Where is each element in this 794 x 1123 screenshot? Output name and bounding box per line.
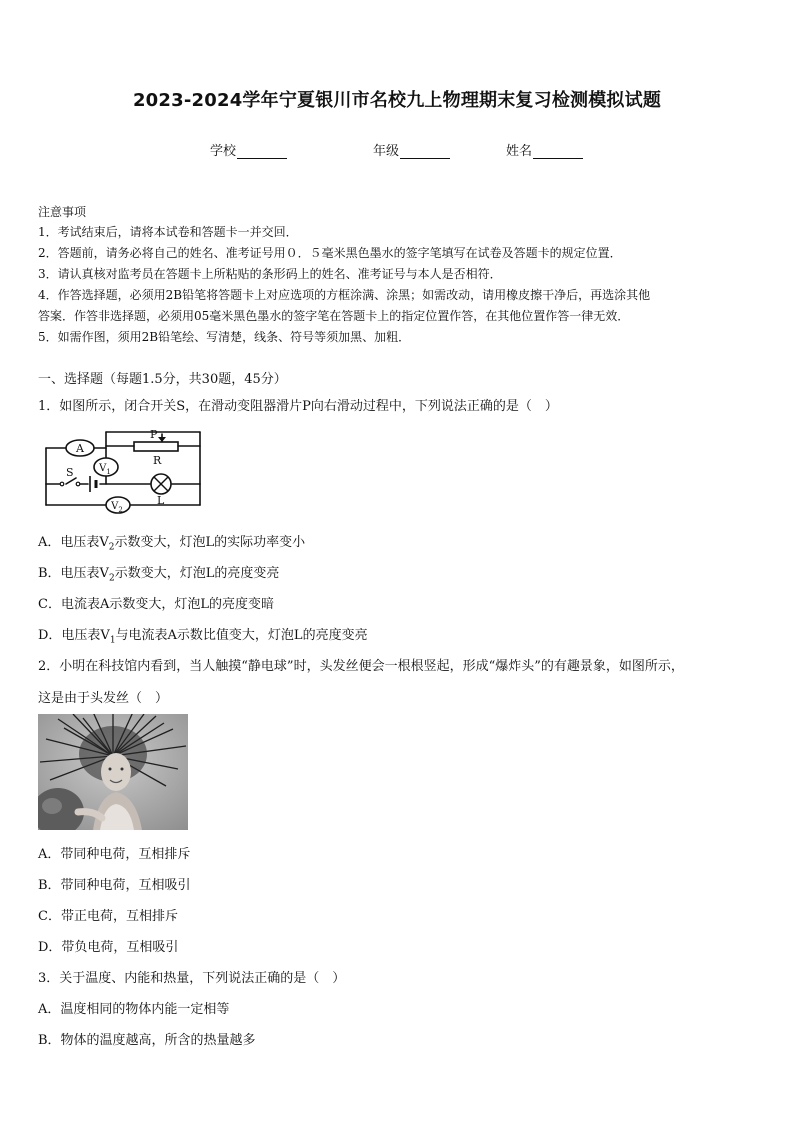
notice-heading: 注意事项	[38, 205, 87, 219]
name-field	[506, 140, 583, 159]
notice-item: 1．考试结束后，请将本试卷和答题卡一并交回．	[38, 225, 298, 239]
grade-field	[373, 140, 450, 159]
ammeter-label: A	[76, 442, 84, 455]
notice-item: 4．作答选择题，必须用2B铅笔将答题卡上对应选项的方框涂满、涂黑；如需改动，请用橡皮擦干净后，再选涂其他	[38, 288, 651, 302]
q1-option-b: B．电压表$V_2$示数变大，灯泡L的亮度变亮	[38, 566, 280, 584]
grade-blank	[400, 146, 450, 159]
q2-stem-line2: 这是由于头发丝（ ）	[38, 691, 169, 706]
school-blank	[237, 146, 287, 159]
q1-option-a: A．电压表$V_2$示数变大，灯泡L的实际功率变小	[38, 535, 306, 553]
notice-item: 2．答题前，请务必将自己的姓名、准考证号用０．５毫米黑色墨水的签字笔填写在试卷及答题卡的规定位置．	[38, 246, 622, 260]
voltmeter-v2-label: $V_2$	[111, 501, 123, 514]
page-title: 2023-2024学年宁夏银川市名校九上物理期末复习检测模拟试题	[132, 90, 662, 111]
voltmeter-v1-label: $V_1$	[99, 463, 111, 476]
resistor-label: R	[153, 454, 162, 467]
q3-stem: 3．关于温度、内能和热量，下列说法正确的是（ ）	[38, 971, 346, 986]
school-label: 学校	[210, 144, 237, 159]
q1-option-d: D．电压表$V_1$与电流表A示数比值变大，灯泡L的亮度变亮	[38, 628, 368, 646]
lamp-label: L	[157, 494, 165, 507]
q2-option-b: B．带同种电荷，互相吸引	[38, 878, 191, 893]
name-blank	[533, 146, 583, 159]
switch-label: S	[66, 466, 74, 479]
static-electricity-photo	[38, 714, 188, 830]
notice-item: 5．如需作图，须用2B铅笔绘、写清楚，线条、符号等须加黑、加粗．	[38, 330, 411, 344]
q3-option-a: A．温度相同的物体内能一定相等	[38, 1002, 230, 1017]
q2-stem-line1: 2．小明在科技馆内看到，当人触摸“静电球”时，头发丝便会一根根竖起，形成“爆炸头”的有趣景象，如图所示，	[38, 659, 684, 674]
grade-label: 年级	[373, 144, 400, 159]
section-heading: 一、选择题（每题1.5分，共30题，45分）	[38, 372, 287, 387]
notice-item: 答案．作答非选择题，必须用05毫米黑色墨水的签字笔在答题卡上的指定位置作答，在其他位置作答一律无效．	[38, 309, 630, 323]
q3-option-b: B．物体的温度越高，所含的热量越多	[38, 1033, 256, 1048]
q2-option-c: C．带正电荷，互相排斥	[38, 909, 178, 924]
slider-label: P	[150, 428, 158, 441]
school-field	[210, 140, 287, 159]
q1-stem: 1．如图所示，闭合开关S，在滑动变阻器滑片P向右滑动过程中，下列说法正确的是（ ）	[38, 399, 558, 414]
q1-option-c: C．电流表A示数变大，灯泡L的亮度变暗	[38, 597, 274, 612]
q2-option-d: D．带负电荷，互相吸引	[38, 940, 179, 955]
q2-option-a: A．带同种电荷，互相排斥	[38, 847, 191, 862]
name-label: 姓名	[506, 144, 533, 159]
notice-item: 3．请认真核对监考员在答题卡上所粘贴的条形码上的姓名、准考证号与本人是否相符．	[38, 267, 502, 281]
circuit-diagram	[38, 426, 208, 518]
